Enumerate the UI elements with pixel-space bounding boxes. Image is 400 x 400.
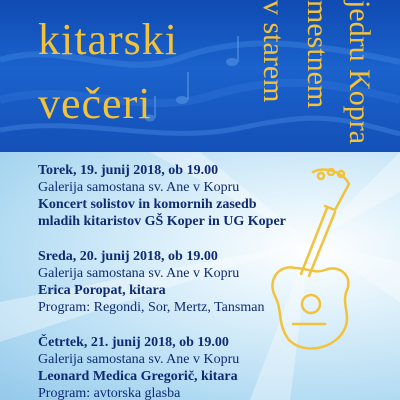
event-venue: Galerija samostana sv. Ane v Kopru: [38, 352, 240, 367]
title-line-1: kitarski: [38, 15, 178, 64]
event-1: [38, 162, 398, 230]
event-venue: Galerija samostana sv. Ane v Kopru: [38, 266, 240, 281]
event-3: [38, 334, 398, 400]
vertical-subtitle-3: jedru Kopra: [343, 0, 376, 145]
title-line-2: večeri: [38, 79, 152, 128]
vertical-subtitle-1: v starem: [257, 0, 290, 103]
event-date: Četrtek, 21. junij 2018, ob 19.00: [38, 335, 229, 350]
event-performers: mladih kitaristov GŠ Koper in UG Koper: [38, 214, 286, 229]
event-2: [38, 248, 398, 316]
event-program: Program: avtorska glasba: [38, 386, 181, 400]
vertical-subtitle-2: mestnem: [301, 0, 334, 109]
program-section: [0, 152, 400, 400]
event-date: Torek, 19. junij 2018, ob 19.00: [38, 163, 219, 178]
event-venue: Galerija samostana sv. Ane v Kopru: [38, 180, 240, 195]
event-program: Program: Regondi, Sor, Mertz, Tansman: [38, 300, 265, 315]
event-performers: Leonard Medica Gregorič, kitara: [38, 369, 238, 384]
event-date: Sreda, 20. junij 2018, ob 19.00: [38, 249, 218, 264]
event-performers: Koncert solistov in komornih zasedb: [38, 197, 257, 212]
header-banner: [0, 0, 400, 152]
event-performers: Erica Poropat, kitara: [38, 283, 166, 298]
